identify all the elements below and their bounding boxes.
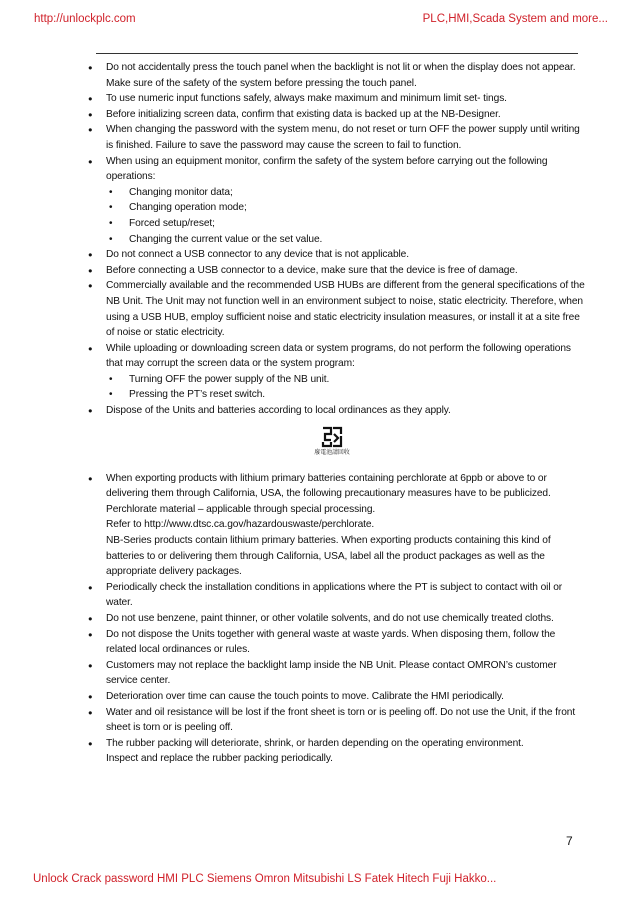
list-item: ● When exporting products with lithium primary batteries containing perchlorate at 6ppb or above to or delivering them through California, USA, the following precautionary measures have to be publicized. <box>87 471 587 502</box>
list-item: ● While uploading or downloading screen data or system programs, do not perform the following operations that may corrupt the screen data or the system program: <box>87 341 587 372</box>
list-item: ● Commercially available and the recommended USB HUBs are different from the general specifications of the NB Unit. The Unit may not function well in an environment subject to noise, static electricity. Therefore, when using a USB HUB, employ sufficient noise and static electricity insulation measures, or install it at a site free of noise or static electricity. <box>87 278 587 340</box>
list-item: ● When using an equipment monitor, confirm the safety of the system before carrying out the following operations: <box>87 154 587 185</box>
list-item: ● Deterioration over time can cause the touch points to move. Calibrate the HMI periodically. <box>87 689 587 705</box>
list-item: ● Do not accidentally press the touch panel when the backlight is not lit or when the display does not appear. Make sure of the safety of the system before pressing the touch panel. <box>87 60 587 91</box>
list-item: ● Before initializing screen data, confirm that existing data is backed up at the NB-Designer. <box>87 107 587 123</box>
list-item: ● To use numeric input functions safely, always make maximum and minimum limit set- tings. <box>87 91 587 107</box>
precautions-list <box>87 60 587 767</box>
list-item: ● Do not use benzene, paint thinner, or other volatile solvents, and do not use chemically treated cloths. <box>87 611 587 627</box>
sub-list-item: • Changing monitor data; <box>87 185 587 201</box>
recycle-caption: 廢電池請回收 <box>314 448 350 456</box>
header-tagline-link[interactable]: PLC,HMI,Scada System and more... <box>422 13 608 25</box>
list-item: ● The rubber packing will deteriorate, shrink, or harden depending on the operating environment. <box>87 736 587 752</box>
sub-list-item: • Turning OFF the power supply of the NB unit. <box>87 372 587 388</box>
sub-list-item: • Changing the current value or the set value. <box>87 232 587 248</box>
list-item: ● Do not dispose the Units together with general waste at waste yards. When disposing them, follow the related local ordinances or rules. <box>87 627 587 658</box>
header-divider <box>96 53 578 54</box>
list-item: ● When changing the password with the system menu, do not reset or turn OFF the power supply until writing is finished. Failure to save the password may cause the screen to fail to function. <box>87 122 587 153</box>
footer-link[interactable]: Unlock Crack password HMI PLC Siemens Omron Mitsubishi LS Fatek Hitech Fuji Hakko... <box>33 873 497 885</box>
battery-recycle-icon <box>320 425 344 449</box>
recycle-mark <box>87 419 587 471</box>
list-item: ● Before connecting a USB connector to a device, make sure that the device is free of damage. <box>87 263 587 279</box>
list-item: ● Periodically check the installation conditions in applications where the PT is subject to contact with oil or water. <box>87 580 587 611</box>
sub-list-item: • Changing operation mode; <box>87 200 587 216</box>
list-item-continuation: Perchlorate material – applicable through special processing. <box>106 503 376 515</box>
list-item: ● Do not connect a USB connector to any device that is not applicable. <box>87 247 587 263</box>
page-number: 7 <box>566 834 573 848</box>
list-item-continuation: Refer to http://www.dtsc.ca.gov/hazardouswaste/perchlorate. <box>106 519 375 531</box>
sub-list-item: • Forced setup/reset; <box>87 216 587 232</box>
list-item: ● Dispose of the Units and batteries according to local ordinances as they apply. <box>87 403 587 419</box>
sub-list-item: • Pressing the PT’s reset switch. <box>87 387 587 403</box>
list-item-continuation: Inspect and replace the rubber packing periodically. <box>106 753 333 765</box>
header-site-link[interactable]: http://unlockplc.com <box>34 13 136 25</box>
list-item-continuation: NB-Series products contain lithium primary batteries. When exporting products containing this kind of batteries to or delivering them through California, USA, label all the product packages as well as the appropriate delivery packages. <box>106 535 551 578</box>
list-item: ● Customers may not replace the backlight lamp inside the NB Unit. Please contact OMRON’s customer service center. <box>87 658 587 689</box>
list-item: ● Water and oil resistance will be lost if the front sheet is torn or is peeling off. Do not use the Unit, if the front sheet is torn or is peeling off. <box>87 705 587 736</box>
